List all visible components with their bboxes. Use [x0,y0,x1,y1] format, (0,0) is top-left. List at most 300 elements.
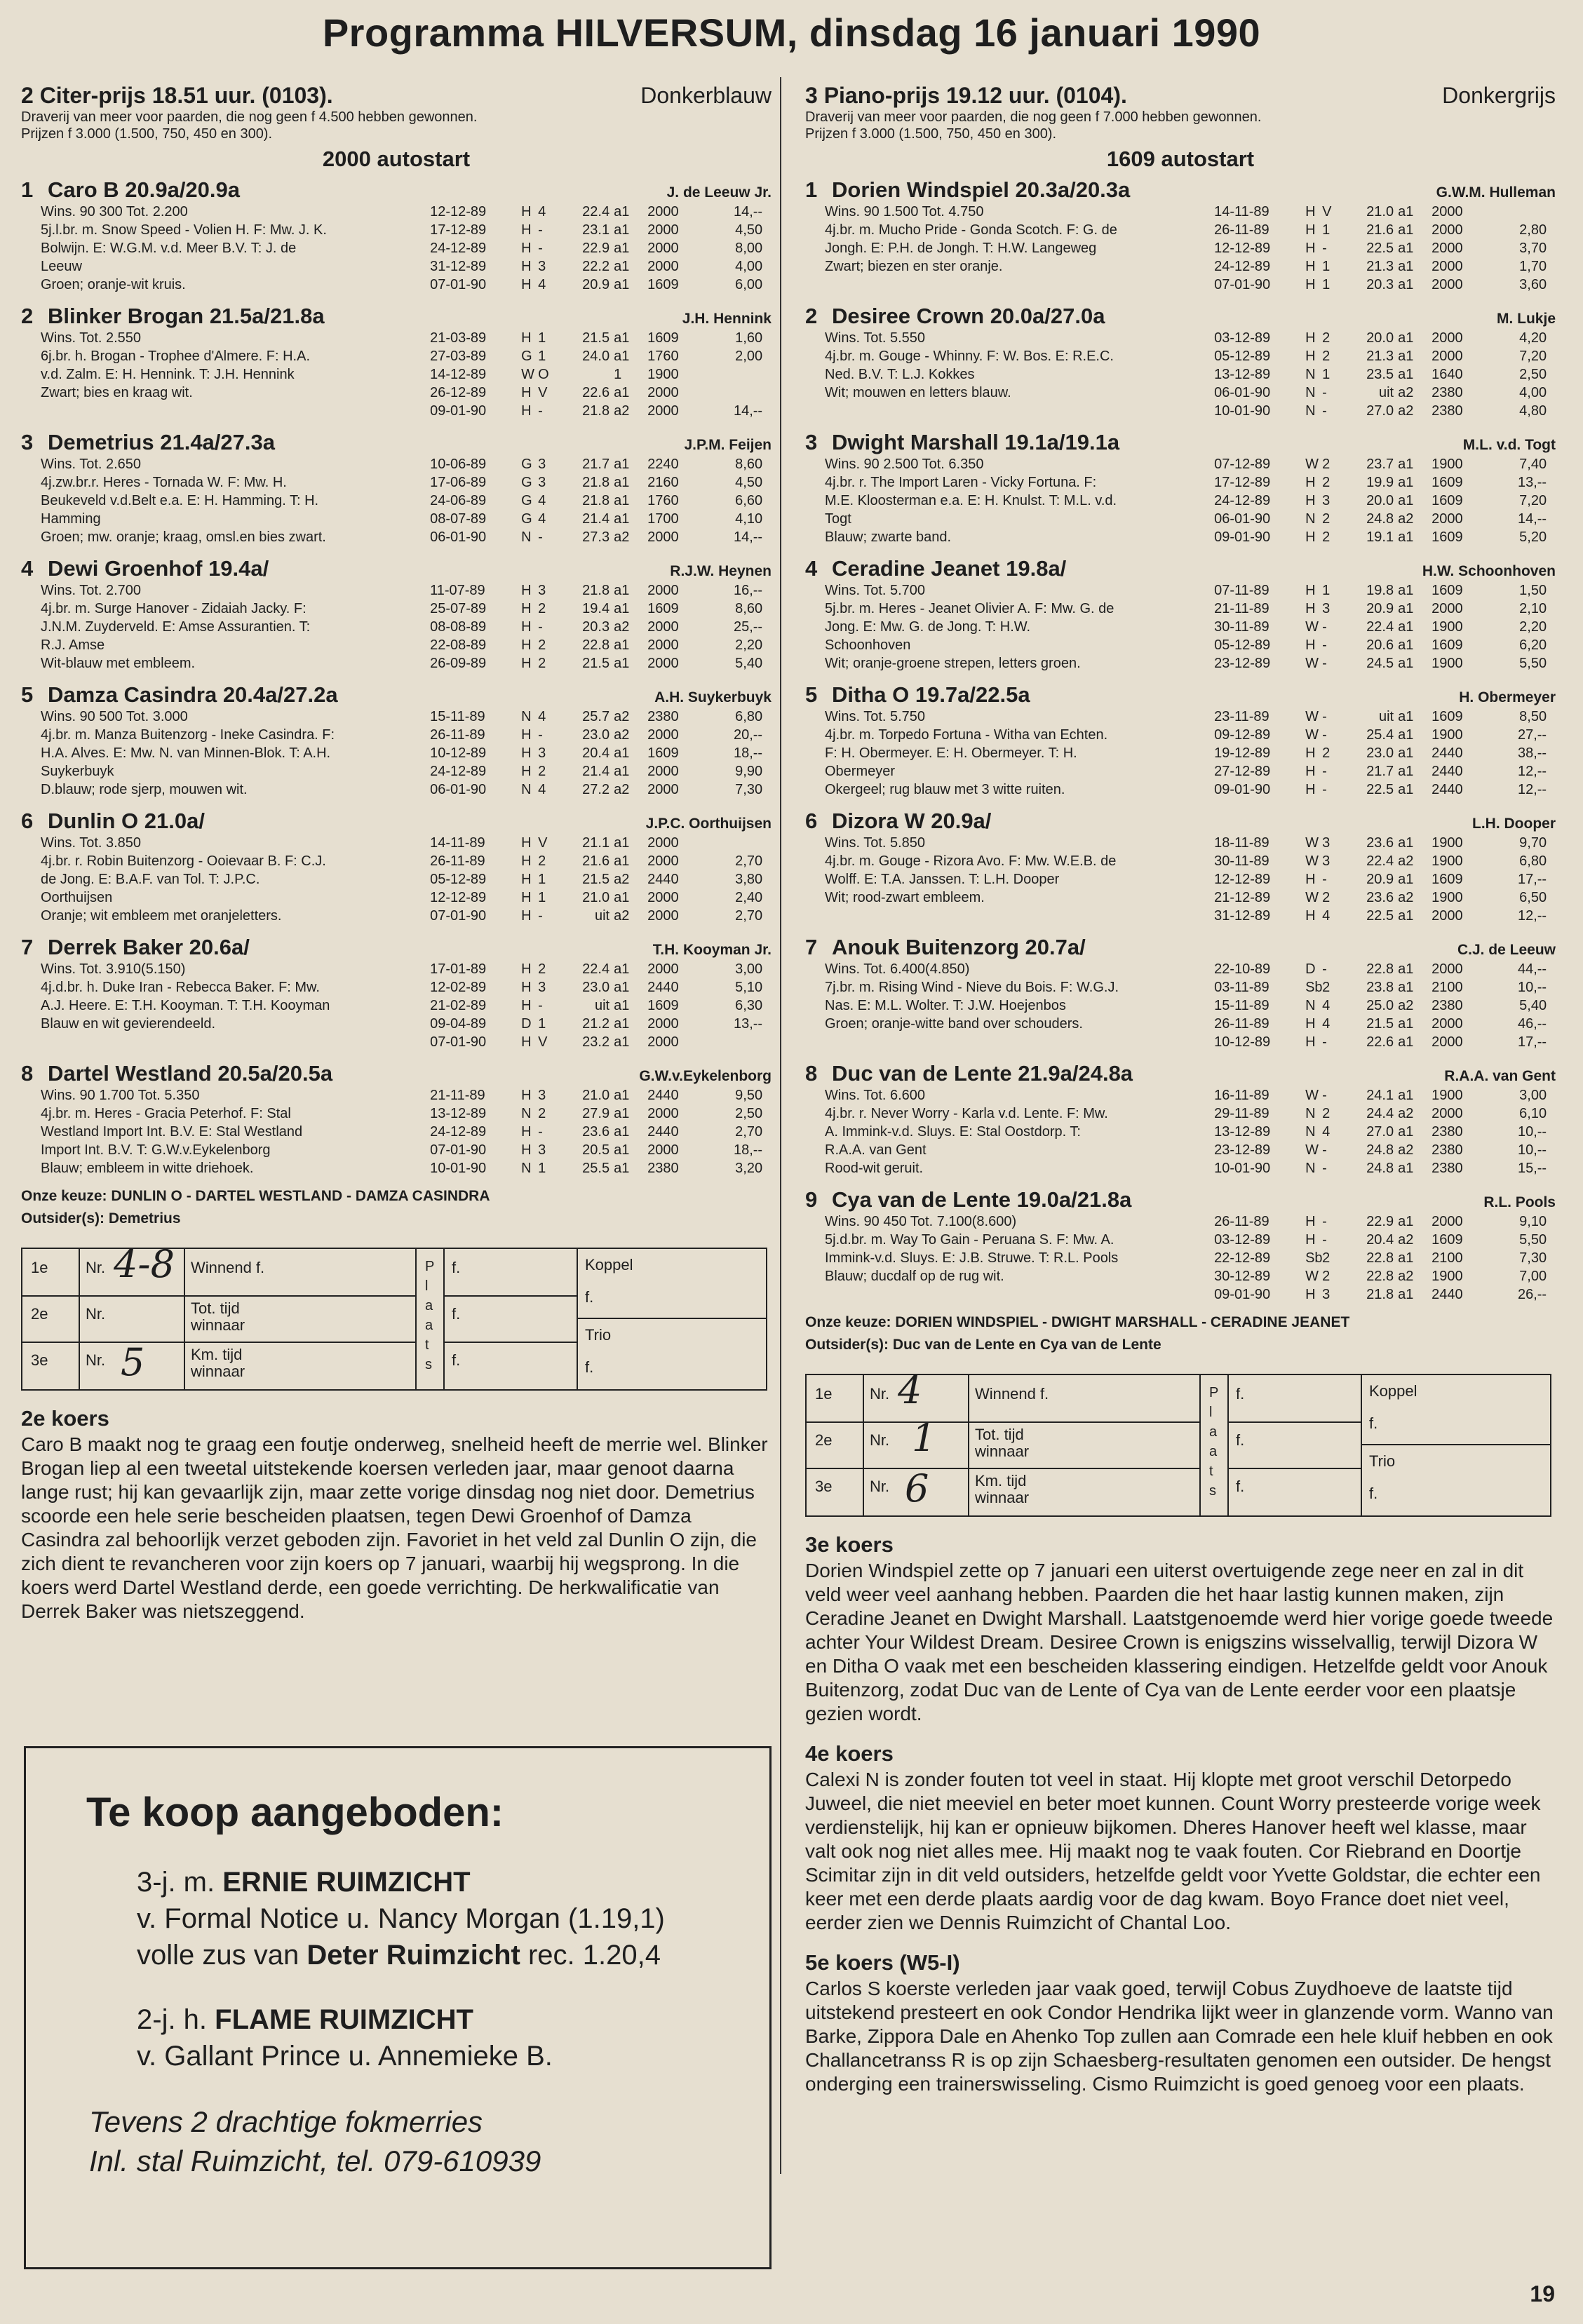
commentary-title: 5e koers (W5-I) [805,1950,960,1975]
run-place: V [538,835,548,851]
run-start: a1 [1398,493,1414,508]
run-place: 4 [538,511,546,527]
horse-header [805,1187,1556,1212]
row-label: 2e [815,1431,833,1449]
run-track: H [521,727,532,743]
run-time: 21.8 [582,583,610,598]
run-date: 30-11-89 [1214,619,1269,635]
run-time: 22.4 [1366,853,1394,869]
run-odds: 12,-- [1517,908,1547,924]
horse-entry [805,430,1556,546]
run-odds: 2,50 [735,1106,763,1121]
run-start: a1 [1398,727,1414,743]
run-date: 09-01-90 [430,403,487,419]
run-place: - [538,1124,543,1140]
run-odds: 7,20 [1519,349,1547,364]
run-odds: 2,70 [735,853,763,869]
past-runs [1214,834,1556,925]
run-distance: 2380 [1432,385,1463,400]
horse-details [21,1086,772,1177]
horse-details [21,203,772,294]
run-distance: 1640 [1432,367,1463,382]
run-date: 26-11-89 [430,727,485,743]
ad-horse-name: Deter Ruimzicht [307,1940,520,1971]
run-odds: 3,00 [1519,1088,1547,1103]
info-line: M.E. Kloosterman e.a. E: H. Knulst. T: M.L. v.d. [825,493,1117,508]
run-start: a2 [1398,1142,1414,1158]
horse-number: 8 [805,1061,818,1086]
run-track: H [521,961,532,977]
run-row [430,907,772,925]
run-time: 22.6 [582,385,610,400]
run-odds: 18,-- [733,1142,763,1158]
horse-info [805,960,1214,1051]
run-distance: 2160 [647,475,679,490]
start-type: 1609 autostart [1106,147,1255,171]
run-distance: 1760 [647,493,679,508]
horse-number: 2 [805,304,818,328]
horse-number: 4 [21,556,34,581]
run-distance: 2000 [1432,277,1463,292]
run-date: 24-06-89 [430,493,487,508]
horse-number: 6 [805,809,818,833]
run-row [1214,744,1556,762]
run-date: 06-01-90 [1214,511,1271,527]
run-odds: 5,40 [1519,998,1547,1013]
run-time: 20.0 [1366,493,1394,508]
run-track: H [1305,529,1316,545]
run-date: 27-12-89 [1214,764,1271,779]
commentary-text: Carlos S koerste verleden jaar vaak goed, terwijl Cobus Zuydhoeve de laatste tijd uitstekend presteert en ook Condor Hendrika lijkt weer in glanzende vorm. Wanno van Barke, Zippora Dale en Ahenko Top zullen aan Comrade een hele kluif hebben en ook Challancetranss R is op zijn Schaesberg-resultaten genomen een outsider. De hengst onderging een trainerswisseling. Cismo Ruimzicht is goed genoeg voor een plaats. [805,1978,1554,2095]
run-odds: 6,50 [1519,890,1547,905]
horse-header [21,935,772,960]
info-line: Wins. Tot. 2.650 [41,457,142,472]
horse-name [805,304,1105,329]
run-odds: 14,-- [733,403,763,419]
run-time: 24.8 [1366,1161,1394,1176]
run-odds: 3,60 [1519,277,1547,292]
run-track: H [521,222,532,238]
run-distance: 1609 [647,745,679,761]
run-place: 3 [538,583,546,598]
past-runs [430,834,772,925]
run-distance: 1900 [1432,1269,1463,1284]
f-label: f. [1369,1414,1378,1432]
info-line: v.d. Zalm. E: H. Hennink. T: J.H. Hennink [41,367,295,382]
info-line: Wins. Tot. 6.400(4.850) [825,961,970,977]
race-conditions: Draverij van meer voor paarden, die nog geen f 4.500 hebben gewonnen. [21,109,478,125]
info-line: A. Immink-v.d. Sluys. E: Stal Oostdorp. T: [825,1124,1081,1140]
run-start: a1 [1398,1161,1414,1176]
table-line [577,1318,766,1319]
run-place: - [1322,385,1327,400]
run-place: 3 [1322,493,1331,508]
trainer-name: C.J. de Leeuw [1457,942,1556,958]
run-start: a1 [1398,330,1414,346]
run-row [1214,1249,1556,1267]
horse-header [805,809,1556,834]
run-row [430,978,772,997]
run-distance: 2440 [647,1088,679,1103]
info-line: Blauw; zwarte band. [825,529,952,545]
run-time: 23.1 [582,222,610,238]
horse-name [805,556,1066,581]
run-distance: 2000 [647,583,679,598]
run-start: a1 [614,1016,630,1032]
run-track: H [1305,1034,1316,1050]
run-start: a1 [1398,835,1414,851]
trainer-name: J. de Leeuw Jr. [666,184,772,201]
horse-entry [21,809,772,925]
horse-name [805,935,1086,960]
run-track: H [521,583,532,598]
run-date: 06-01-90 [1214,385,1271,400]
run-distance: 1900 [1432,727,1463,743]
run-distance: 2000 [1432,961,1463,977]
run-start: a1 [1398,277,1414,292]
nr-label: Nr. [86,1351,106,1369]
run-row [430,239,772,257]
run-track: N [1305,998,1316,1013]
info-line: Westland Import Int. B.V. E: Stal Westland [41,1124,303,1140]
run-track: H [1305,782,1316,797]
run-odds: 6,10 [1519,1106,1547,1121]
run-distance: 2380 [1432,1161,1463,1176]
run-distance: 2000 [647,222,679,238]
f-label: f. [452,1305,461,1323]
run-distance: 1900 [1432,656,1463,671]
horse-info [805,329,1214,420]
info-line: 6j.br. h. Brogan - Trophee d'Almere. F: H.A. [41,349,310,364]
info-line: Wolff. E: T.A. Janssen. T: L.H. Dooper [825,872,1060,887]
horse-info [805,455,1214,546]
past-runs [1214,329,1556,420]
our-choice: Onze keuze: DUNLIN O - DARTEL WESTLAND - DAMZA CASINDRA [21,1188,490,1204]
run-track: G [521,475,532,490]
run-distance: 2380 [1432,998,1463,1013]
horse-number: 4 [805,556,818,581]
handwritten-winner: 4 [898,1368,922,1412]
run-row [430,654,772,673]
run-track: W [1305,727,1319,743]
run-place: - [1322,619,1327,635]
run-start: a2 [614,782,630,797]
row-label: 3e [815,1478,833,1495]
run-distance: 2440 [1432,764,1463,779]
run-row [430,492,772,510]
run-time: 22.8 [1366,1269,1394,1284]
run-date: 07-01-90 [430,1034,487,1050]
run-date: 12-12-89 [430,890,487,905]
horse-header [805,556,1556,581]
run-distance: 1609 [1432,1232,1463,1248]
horse-name-text: Ditha O 19.7a/22.5a [832,682,1030,707]
nr-label: Nr. [870,1478,890,1495]
winnend-label: Winnend f. [191,1259,265,1276]
info-line: Blauw en wit gevierendeeld. [41,1016,216,1032]
info-line: 4j.d.br. h. Duke Iran - Rebecca Baker. F: Mw. [41,980,320,995]
run-track: H [521,637,532,653]
run-date: 17-12-89 [1214,475,1271,490]
run-row [430,455,772,473]
handwritten-third: 6 [905,1466,929,1511]
run-time: 20.3 [582,619,610,635]
table-line [443,1342,577,1343]
run-time: 22.4 [582,961,610,977]
run-row [430,1141,772,1159]
run-place: - [538,222,543,238]
table-line [79,1249,80,1389]
run-track: H [521,385,532,400]
run-place: 1 [538,330,546,346]
run-start: a1 [1398,583,1414,598]
run-date: 21-12-89 [1214,890,1271,905]
run-track: H [521,619,532,635]
run-track: H [1305,330,1316,346]
run-row [1214,1212,1556,1231]
run-date: 11-07-89 [430,583,485,598]
run-track: H [1305,222,1316,238]
run-date: 07-01-90 [430,908,487,924]
f-label: f. [452,1259,461,1276]
horse-list [21,177,772,1177]
run-start: a1 [1398,745,1414,761]
horse-name [805,682,1030,708]
run-start: a2 [614,872,630,887]
run-place: 1 [1322,222,1331,238]
run-date: 10-12-89 [430,745,487,761]
run-odds: 3,70 [1519,241,1547,256]
run-track: H [521,1088,532,1103]
horse-info [21,455,430,546]
run-date: 09-01-90 [1214,529,1271,545]
run-odds: 3,00 [735,961,763,977]
info-line: Schoonhoven [825,637,911,653]
f-label: f. [585,1358,594,1376]
horse-name [805,430,1119,455]
run-place: V [538,385,548,400]
info-line: Nas. E: M.L. Wolter. T: J.W. Hoejenbos [825,998,1066,1013]
horse-header [805,1061,1556,1086]
run-distance: 1609 [647,998,679,1013]
result-entry-table [21,1242,767,1391]
run-time: 22.2 [582,259,610,274]
run-odds [692,1033,762,1051]
run-start: a2 [1398,998,1414,1013]
race-commentaries [805,1532,1556,2096]
run-odds: 6,60 [735,493,763,508]
run-odds: 27,-- [1517,727,1547,743]
run-date: 05-12-89 [1214,637,1271,653]
run-distance: 2380 [1432,1142,1463,1158]
run-row [1214,600,1556,618]
trio-label: Trio [585,1326,612,1344]
info-line: 4j.br. m. Torpedo Fortuna - Witha van Echten. [825,727,1108,743]
info-line: Wins. Tot. 5.850 [825,835,926,851]
horse-name [21,1061,332,1086]
run-start: a1 [614,890,630,905]
info-line: Zwart; bies en kraag wit. [41,385,193,400]
run-time: 19.4 [582,601,610,616]
run-date: 17-01-89 [430,961,487,977]
race-prizes: Prijzen f 3.000 (1.500, 750, 450 en 300). [21,126,273,142]
run-start: a1 [614,637,630,653]
run-place: 3 [538,980,546,995]
commentary-title: 4e koers [805,1741,894,1766]
run-date: 14-11-89 [1214,204,1269,219]
run-row [1214,510,1556,528]
commentary-title: 2e koers [21,1406,109,1431]
run-time: 21.7 [582,457,610,472]
table-line [1361,1375,1362,1515]
horse-name-text: Dunlin O 21.0a/ [48,809,205,833]
run-time: 21.1 [582,835,610,851]
run-odds: 2,20 [1519,619,1547,635]
plaats-letter: a [1209,1444,1218,1459]
run-track: W [1305,835,1319,851]
horse-name [805,1061,1133,1086]
past-runs [1214,960,1556,1051]
run-distance: 2000 [647,259,679,274]
info-line: Okergeel; rug blauw met 3 witte ruiten. [825,782,1065,797]
run-row [1214,997,1556,1015]
run-start: a1 [1398,619,1414,635]
run-date: 09-01-90 [1214,1287,1271,1302]
horse-name [21,430,275,455]
run-date: 03-11-89 [1214,980,1269,995]
run-place: 2 [1322,890,1331,905]
horse-name-text: Caro B 20.9a/20.9a [48,177,241,202]
run-row [430,960,772,978]
run-row [430,1104,772,1123]
run-time: 21.0 [582,1088,610,1103]
run-date: 07-01-90 [430,277,487,292]
run-time: 27.0 [1366,1124,1394,1140]
run-date: 05-12-89 [430,872,487,887]
run-odds: 12,-- [1517,782,1547,797]
run-time: 21.8 [582,475,610,490]
run-start: a1 [614,1142,630,1158]
run-distance: 1900 [1432,835,1463,851]
tot-tijd-label: Tot. tijd [191,1299,240,1317]
info-line: 5j.d.br. m. Way To Gain - Peruana S. F: Mw. A. [825,1232,1114,1248]
km-tijd-label: Km. tijd [975,1472,1027,1489]
trainer-name: H. Obermeyer [1459,689,1556,705]
trainer-name: R.L. Pools [1483,1194,1556,1210]
run-start: a1 [1398,529,1414,545]
run-date: 30-11-89 [1214,853,1269,869]
run-place: - [538,241,543,256]
table-line [1227,1375,1229,1515]
horse-details [805,708,1556,799]
run-place: - [1322,1142,1327,1158]
plaats-letter: P [425,1259,435,1274]
horse-details [805,203,1556,294]
info-line: R.J. Amse [41,637,105,653]
winnaar-label: winnaar [975,1489,1030,1506]
run-time: 23.6 [1366,890,1394,905]
run-date: 27-03-89 [430,349,487,364]
run-time: uit [594,998,610,1013]
run-distance: 1900 [1432,619,1463,635]
info-line: H.A. Alves. E: Mw. N. van Minnen-Blok. T: A.H. [41,745,331,761]
run-distance: 1900 [1432,457,1463,472]
race-commentary [21,1406,772,1623]
info-line: Jong. E: Mw. G. de Jong. T: H.W. [825,619,1031,635]
run-start: a2 [614,403,630,419]
run-row [1214,654,1556,673]
horse-entry [21,682,772,799]
run-track: H [521,241,532,256]
run-track: W [1305,1142,1319,1158]
run-place: 2 [1322,1250,1331,1266]
run-date: 31-12-89 [1214,908,1271,924]
km-tijd-label: Km. tijd [191,1346,243,1363]
horse-header [805,304,1556,329]
ad-contact: Inl. stal Ruimzicht, tel. 079-610939 [89,2144,541,2177]
table-line [968,1375,969,1515]
f-label: f. [1236,1478,1245,1495]
run-start: a1 [1398,637,1414,653]
run-track: H [521,330,532,346]
run-place: 3 [1322,601,1331,616]
trainer-name: L.H. Dooper [1472,816,1556,832]
run-time: uit [594,908,610,924]
run-distance: 1609 [1432,493,1463,508]
run-start: a2 [1398,403,1414,419]
run-distance: 2000 [647,764,679,779]
run-distance: 2000 [647,1034,679,1050]
horse-name-text: Dorien Windspiel 20.3a/20.3a [832,177,1131,202]
horse-details [805,960,1556,1051]
run-row [430,402,772,420]
run-time: 24.8 [1366,1142,1394,1158]
run-time: 20.4 [582,745,610,761]
run-row [1214,276,1556,294]
run-start: a1 [614,457,630,472]
ad-line: v. Formal Notice u. Nancy Morgan (1.19,1) [137,1903,665,1934]
run-odds: 1,70 [1519,259,1547,274]
run-odds: 8,00 [735,241,763,256]
run-track: W [1305,656,1319,671]
run-track: N [1305,1124,1316,1140]
run-start: a1 [1398,1287,1414,1302]
run-date: 06-01-90 [430,529,487,545]
run-track: W [1305,457,1319,472]
run-odds: 2,00 [735,349,763,364]
run-time: 21.5 [582,330,610,346]
run-row [1214,1267,1556,1285]
horse-details [805,581,1556,673]
horse-name-text: Dwight Marshall 19.1a/19.1a [832,430,1120,454]
koppel-label: Koppel [585,1256,633,1274]
run-place: 4 [1322,1124,1331,1140]
run-row [1214,978,1556,997]
handwritten-third: 5 [121,1340,145,1384]
run-place: 2 [538,853,546,869]
run-time: 21.6 [582,853,610,869]
run-place: - [1322,1214,1327,1229]
run-time: 20.0 [1366,330,1394,346]
past-runs [1214,708,1556,799]
run-distance: 2000 [647,204,679,219]
run-start: 1 [614,367,622,382]
run-start: a1 [614,583,630,598]
run-row [1214,581,1556,600]
run-place: - [1322,872,1327,887]
run-place: 1 [1322,367,1331,382]
info-line: Obermeyer [825,764,896,779]
